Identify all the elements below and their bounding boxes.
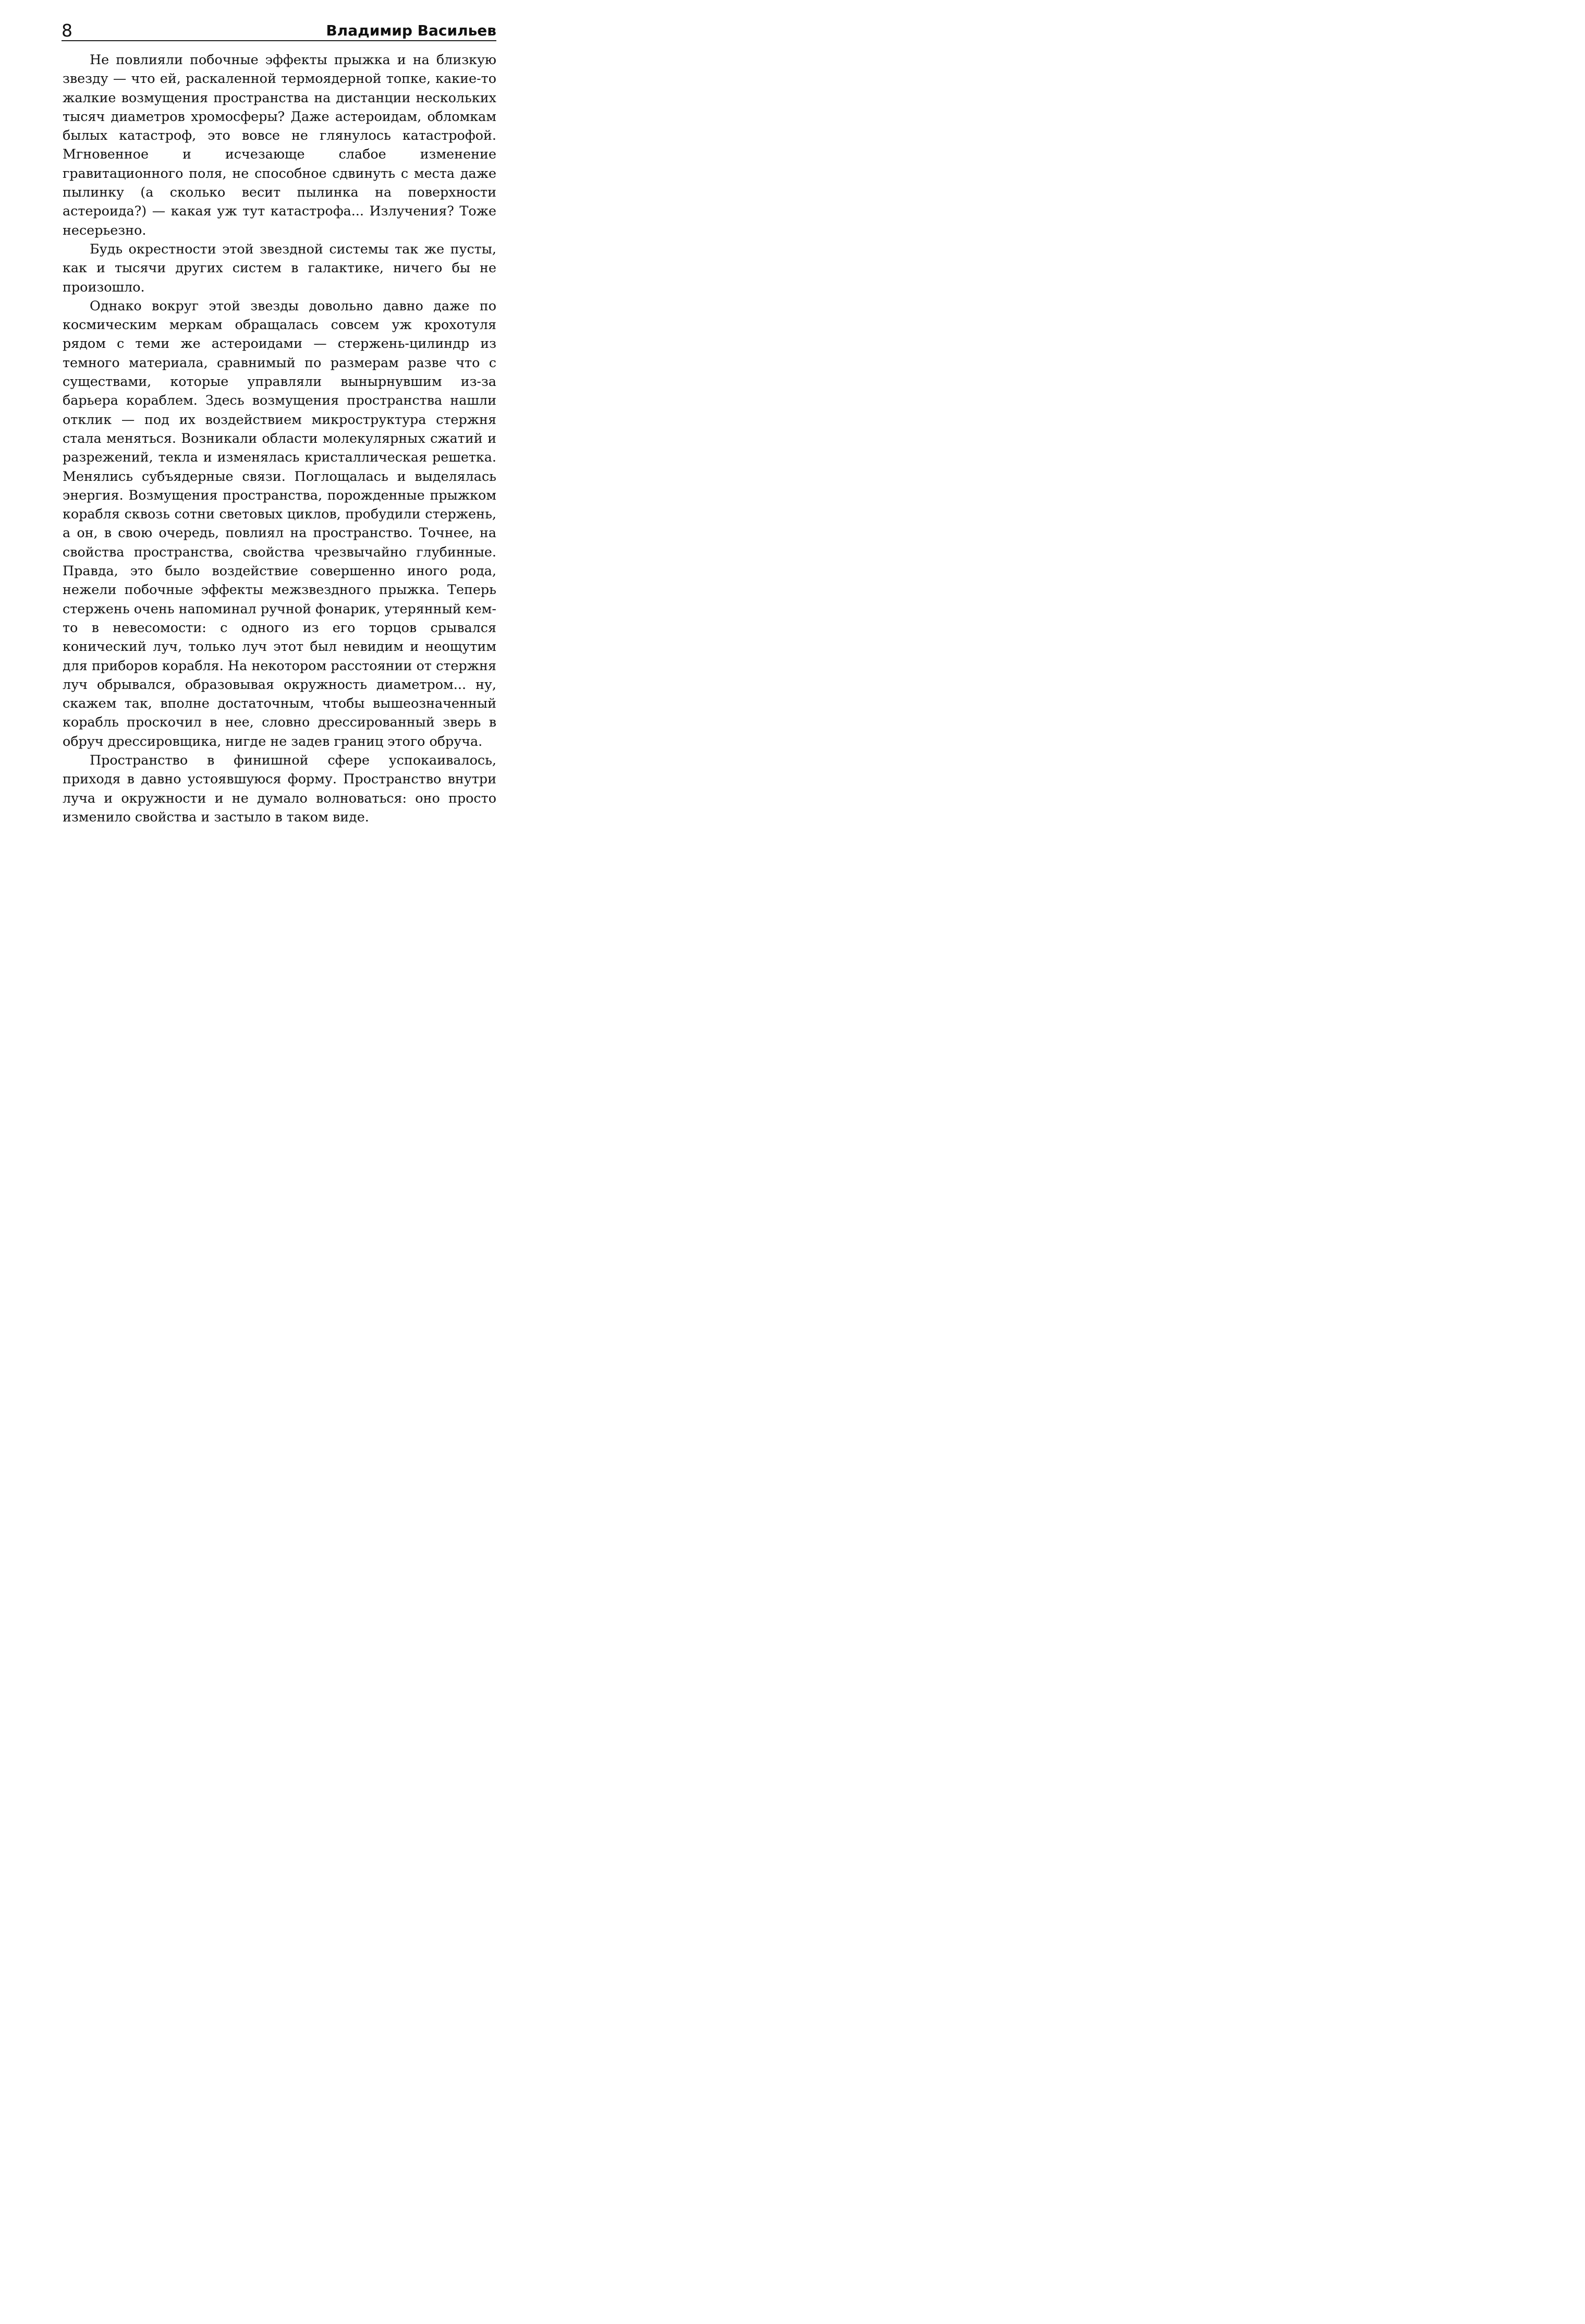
author-name: Владимир Васильев (326, 22, 496, 39)
paragraph: Будь окрестности этой звездной системы так же пусты, как и тысячи других систем в галактике, ничего бы не произошло. (63, 240, 496, 295)
header-rule (62, 40, 496, 41)
body-text (63, 50, 496, 826)
book-page (0, 0, 563, 825)
running-header (62, 18, 496, 41)
page-number: 8 (62, 20, 72, 41)
paragraph: Однако вокруг этой звезды довольно давно даже по космическим меркам обращалась совсем уж крохотуля рядом с теми же астероидами — стержень-цилиндр из темного материала, сравнимый по размерам разве что с существами, которые управляли вынырнувшим из-за барьера кораблем. Здесь возмущения пространства нашли отклик — под их воздействием микроструктура стержня стала меняться. Возникали области молекулярных сжатий и разрежений, текла и изменялась кристаллическая решетка. Менялись субъядерные связи. Поглощалась и выделялась энергия. Возмущения пространства, порожденные прыжком корабля сквозь сотни световых циклов, пробудили стержень, а он, в свою очередь, повлиял на пространство. Точнее, на свойства пространства, свойства чрезвычайно глубинные. Правда, это было воздействие совершенно иного рода, нежели побочные эффекты межзвездного прыжка. Теперь стержень очень напоминал ручной фонарик, утерянный кем-то в невесомости: с одного из его торцов срывался конический луч, только луч этот был невидим и неощутим для приборов корабля. На некотором расстоянии от стержня луч обрывался, образовывая окружность диаметром... ну, скажем так, вполне достаточным, чтобы вышеозначенный корабль проскочил в нее, словно дрессированный зверь в обруч дрессировщика, нигде не задев границ этого обруча. (63, 297, 497, 749)
paragraph: Не повлияли побочные эффекты прыжка и на близкую звезду — что ей, раскаленной термоядерной топке, какие-то жалкие возмущения пространства на дистанции нескольких тысяч диаметров хромосферы? Даже астероидам, обломкам былых катастроф, это вовсе не глянулось катастрофой. Мгновенное и исчезающе слабое изменение гравитационного поля, не способное сдвинуть с места даже пылинку (а сколько весит пылинка на поверхности астероида?) — какая уж тут катастрофа... Излучения? Тоже несерьезно. (63, 52, 496, 238)
paragraph: Пространство в финишной сфере успокаивалось, приходя в давно устоявшуюся форму. Пространство внутри луча и окружности и не думало волноваться: оно просто изменило свойства и застыло в таком виде. (63, 752, 496, 825)
